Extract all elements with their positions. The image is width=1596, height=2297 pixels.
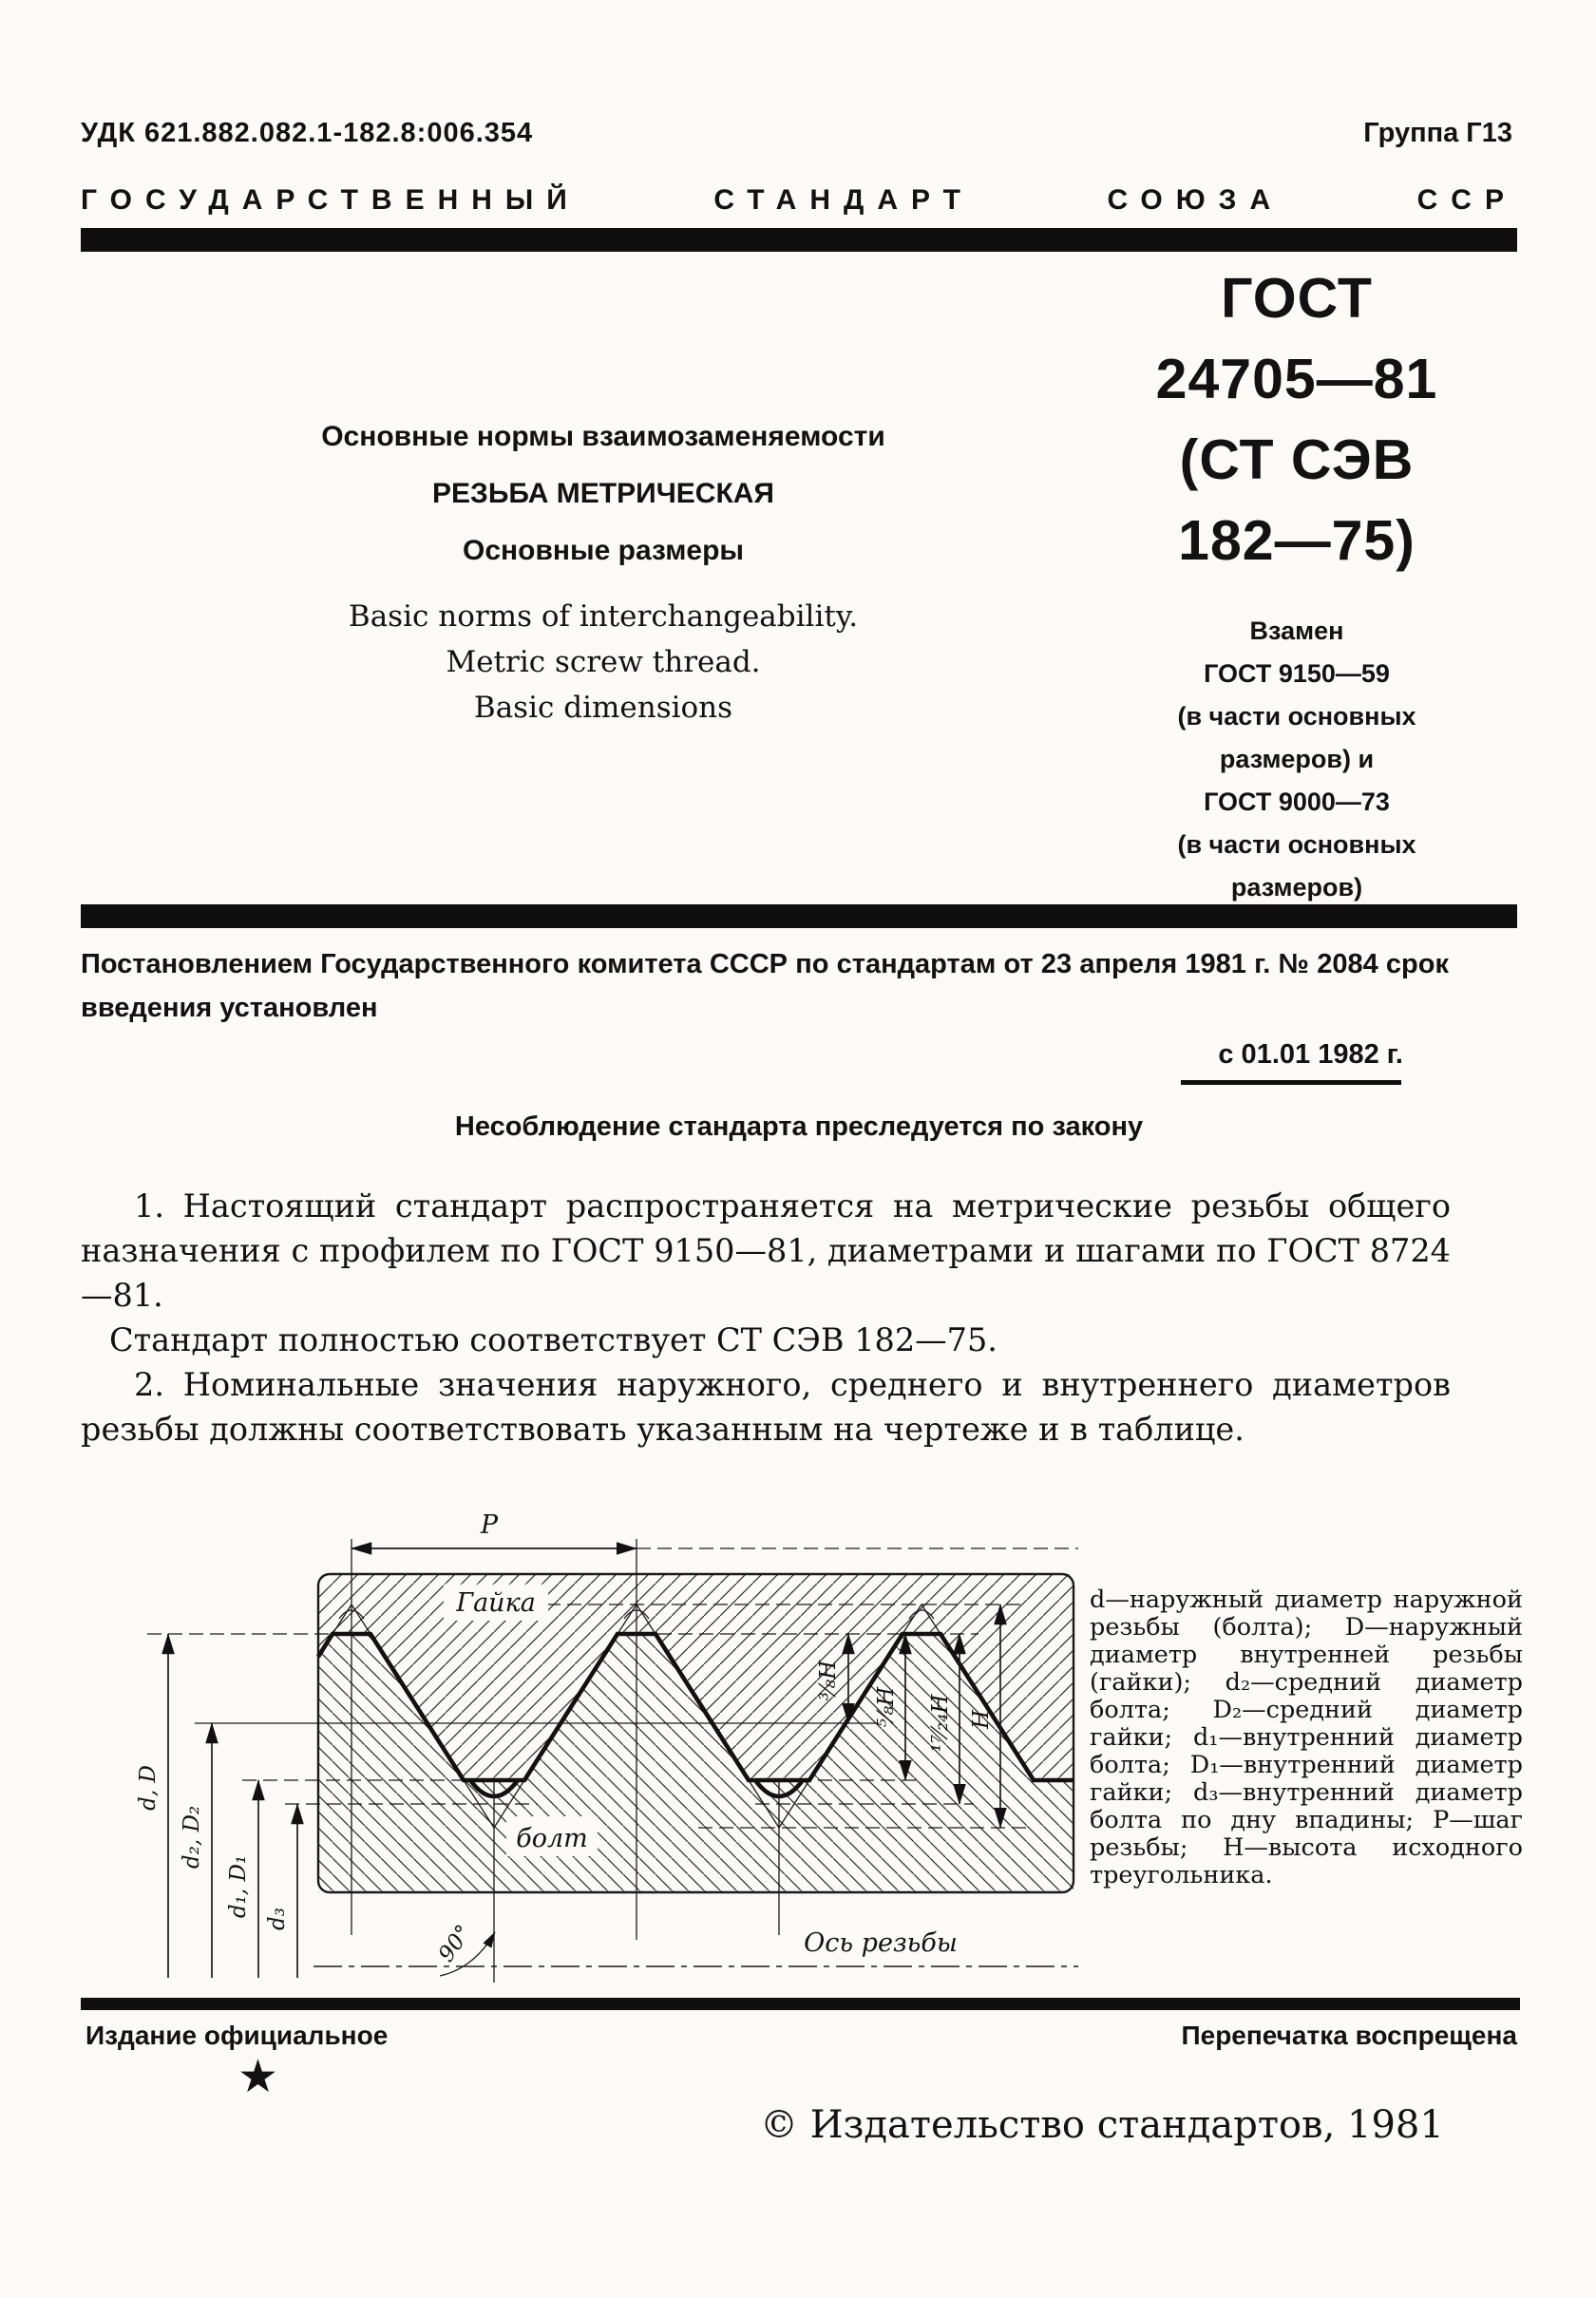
dim-label-d3: d₃ bbox=[265, 1908, 290, 1930]
section-rule bbox=[81, 904, 1517, 928]
replaces-line: размеров) bbox=[1230, 873, 1363, 902]
udk-code: УДК 621.882.082.1-182.8:006.354 bbox=[81, 118, 534, 148]
law-notice: Несоблюдение стандарта преследуется по закону bbox=[454, 1111, 1144, 1142]
angle-label: 90° bbox=[433, 1920, 477, 1967]
copyright-line: © Издательство стандартов, 1981 bbox=[760, 2103, 1444, 2147]
thread-axis-label: Ось резьбы bbox=[804, 1928, 958, 1958]
replaces-line: Взамен bbox=[1249, 617, 1344, 645]
title-line-en: Basic dimensions bbox=[473, 691, 733, 725]
dim-label-17-24H: ¹⁷⁄₂₄H bbox=[928, 1694, 953, 1753]
effective-date: с 01.01 1982 г. bbox=[1218, 1039, 1403, 1070]
state-standard-header bbox=[81, 184, 1517, 217]
star-icon: ★ bbox=[238, 2052, 279, 2102]
footer-rule bbox=[81, 1998, 1520, 2010]
dim-label-3-8H: ³⁄₈H bbox=[816, 1660, 841, 1701]
replaces-line: ГОСТ 9000—73 bbox=[1204, 788, 1390, 816]
reprint-prohibited-note: Перепечатка воспрещена bbox=[1181, 2021, 1517, 2050]
header-rule bbox=[81, 228, 1517, 252]
drawing-legend: d—наружный диаметр наружной резьбы (болта); D—наружный диаметр внутренней резьбы (гайки); d₂—средний диаметр болта; D₂—средний диаметр гайки; d₁—внутренний диаметр болта; D₁—внутренний диаметр гайки; d₃—внутренний диаметр болта по дну впадины; P—шаг резьбы; H—высота исходного треугольника. bbox=[1090, 1585, 1523, 1889]
dim-label-d2-D2: d₂, D₂ bbox=[180, 1805, 204, 1870]
designation-line: ГОСТ bbox=[1221, 267, 1373, 330]
body-text bbox=[81, 1184, 1451, 1452]
group-code: Группа Г13 bbox=[1363, 118, 1512, 148]
dim-label-H: H bbox=[969, 1709, 994, 1730]
dim-label-5-8H: ⁵⁄₈H bbox=[874, 1686, 899, 1728]
date-underline bbox=[1181, 1080, 1401, 1085]
replaces-block bbox=[1072, 610, 1522, 909]
official-edition-note: Издание официальное bbox=[86, 2021, 389, 2050]
bolt-label: болт bbox=[516, 1824, 588, 1853]
paragraph-1b: Стандарт полностью соответствует СТ СЭВ 182—75. bbox=[109, 1321, 998, 1358]
header-word: СТАНДАРТ bbox=[713, 184, 974, 216]
title-line-ru: Основные размеры bbox=[462, 535, 745, 566]
thread-profile-drawing bbox=[90, 1503, 1078, 1997]
designation-line: (СТ СЭВ bbox=[1179, 428, 1415, 491]
paragraph-2: 2. Номинальные значения наружного, среднего и внутреннего диаметров резьбы должны соответствовать указанным на чертеже и в таблице. bbox=[81, 1366, 1451, 1448]
designation-line: 24705—81 bbox=[1155, 348, 1438, 410]
title-line-ru: РЕЗЬБА МЕТРИЧЕСКАЯ bbox=[432, 478, 774, 509]
replaces-line: ГОСТ 9150—59 bbox=[1204, 659, 1390, 688]
header-word: СОЮЗА bbox=[1107, 184, 1284, 216]
dim-label-d1-D1: d₁, D₁ bbox=[226, 1854, 251, 1919]
designation-line: 182—75) bbox=[1178, 509, 1416, 572]
title-line-ru: Основные нормы взаимозаменяемости bbox=[321, 421, 885, 452]
dim-label-d-D: d, D bbox=[136, 1765, 161, 1811]
header-word: ГОСУДАРСТВЕННЫЙ bbox=[81, 184, 580, 216]
decree-paragraph: Постановлением Государственного комитета СССР по стандартам от 23 апреля 1981 г. № 2084 срок введения установлен bbox=[81, 949, 1449, 1023]
standard-designation bbox=[1072, 258, 1522, 581]
nut-label: Гайка bbox=[456, 1588, 536, 1618]
replaces-line: размеров) и bbox=[1219, 745, 1375, 773]
paragraph-1: 1. Настоящий стандарт распространяется на метрические резьбы общего назначения с профилем по ГОСТ 9150—81, диаметрами и шагами по ГОСТ 8724—81. bbox=[81, 1187, 1451, 1314]
pitch-label: P bbox=[480, 1510, 499, 1540]
replaces-line: (в части основных bbox=[1177, 830, 1416, 859]
replaces-line: (в части основных bbox=[1177, 702, 1416, 731]
title-line-en: Metric screw thread. bbox=[446, 645, 761, 679]
title-block bbox=[214, 421, 993, 736]
header-word: ССР bbox=[1416, 184, 1517, 216]
title-line-en: Basic norms of interchangeability. bbox=[348, 599, 859, 634]
